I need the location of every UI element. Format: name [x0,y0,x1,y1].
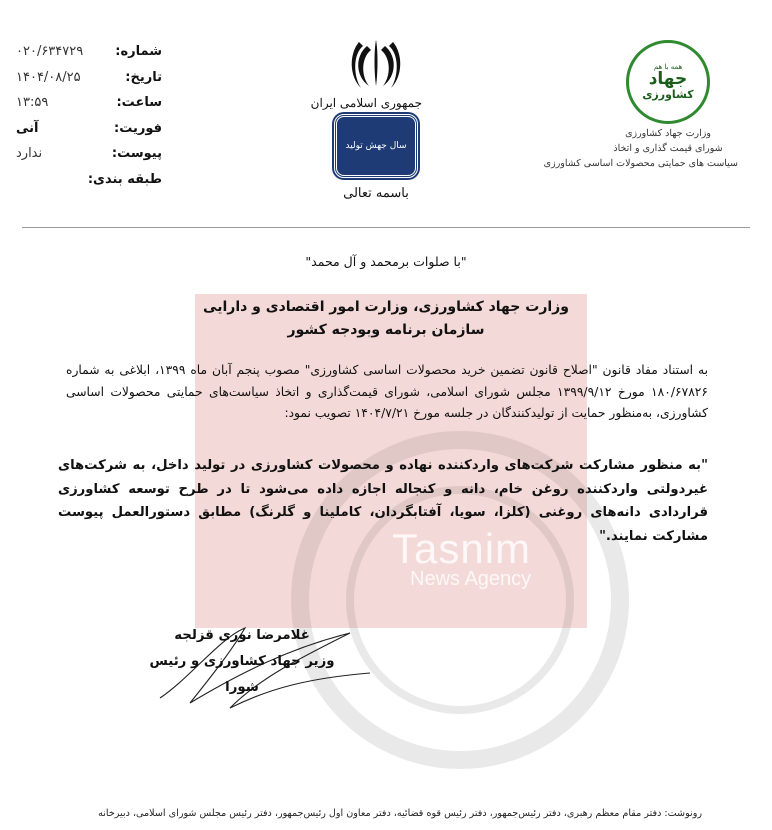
signature-block [142,623,342,695]
signatory-name: غلامرضا نوری قزلجه [174,628,310,643]
addressee-line-2: سازمان برنامه وبودجه کشور [287,322,485,338]
meta-number-label: شماره: [115,44,162,59]
meta-urgency-value: آنی [16,120,39,136]
meta-attachment-label: پیوست: [111,146,162,161]
meta-urgency [12,121,162,147]
ministry-line-1: وزارت جهاد کشاورزی [625,128,711,139]
signatory-title: وزیر جهاد کشاورزی و رئیس شورا [149,654,335,695]
meta-date-value: ۱۴۰۴/۰۸/۲۵ [16,69,81,85]
ministry-logo-name: جهاد [648,68,688,89]
meta-number-value: ۰۲۰/۶۳۴۷۲۹ [16,44,84,59]
body-paragraph: به استناد مفاد قانون "اصلاح قانون تضمین خرید محصولات اساسی کشاورزی" مصوب پنجم آبان ماه ۱۳۹۹، ابلاغی به شماره ۱۸۰/۶۷۸۲۶ مورخ ۱۳۹۹/۹/۱۲ مجلس شورای اسلامی، شورای قیمت‌گذاری و اتخاذ سیاست‌های حمایتی محصولات اساسی کشاورزی، به‌منظور حمایت از تولیدکنندگان در جلسه مورخ ۱۴۰۴/۷/۲۱ تصویب نمود: [66,363,709,420]
ministry-line-3: سیاست های حمایتی محصولات اساسی کشاورزی [543,158,738,169]
meta-date [12,70,162,96]
besmellah: باسمه تعالی [343,186,409,201]
meta-date-label: تاریخ: [125,69,162,85]
meta-urgency-label: فوریت: [114,120,162,136]
ministry-logo-name2: کشاورزی [642,88,694,102]
ministry-logo [626,40,710,124]
meta-number [12,44,162,70]
meta-time [12,95,162,121]
addressee-line-1: وزارت جهاد کشاورزی، وزارت امور اقتصادی و دارایی [203,299,569,315]
meta-classification-label: طبقه بندی: [87,171,162,187]
ministry-line-2: شورای قیمت گذاری و اتخاذ [613,143,723,154]
resolution-quote: "به منظور مشارکت شرکت‌های واردکننده نهاده و محصولات کشاورزی در تولید داخل، به شرکت‌های غیردولتی واردکننده روغن خام، دانه و کنجاله اجازه داده می‌شود تا در طرح توسعه کشاورزی قراردادی دانه‌های روغنی (کلزا، سویا، آفتابگردان، کاملینا و گلرنگ) مطابق دستورالعمل پیوست مشارکت نمایند." [58,458,708,544]
ministry-logo-top: همه با هم [653,62,683,71]
republic-title: جمهوری اسلامی ایران [310,96,422,110]
header-divider [22,227,750,228]
iran-emblem-icon [347,38,405,90]
watermark-sub: News Agency [410,568,532,590]
ministry-header [543,40,738,169]
national-emblem [310,38,422,201]
meta-classification [12,172,162,198]
cc-list: رونوشت: دفتر مقام معظم رهبری، دفتر رئیس‌جمهور، دفتر رئیس قوه قضائیه، دفتر معاون اول رئیس‌جمهور، دفتر رئیس مجلس شورای اسلامی، دبیرخانه [98,808,702,819]
meta-time-value: ۱۳:۵۹ [16,95,49,110]
salutation: "با صلوات برمحمد و آل محمد" [305,254,467,269]
letter-meta [12,44,162,197]
watermark-brand: Tasnim [392,525,532,572]
meta-time-label: ساعت: [116,95,162,110]
year-slogan-seal: سال جهش تولید [334,114,418,178]
meta-attachment-value: ندارد [16,146,43,161]
meta-attachment [12,146,162,172]
